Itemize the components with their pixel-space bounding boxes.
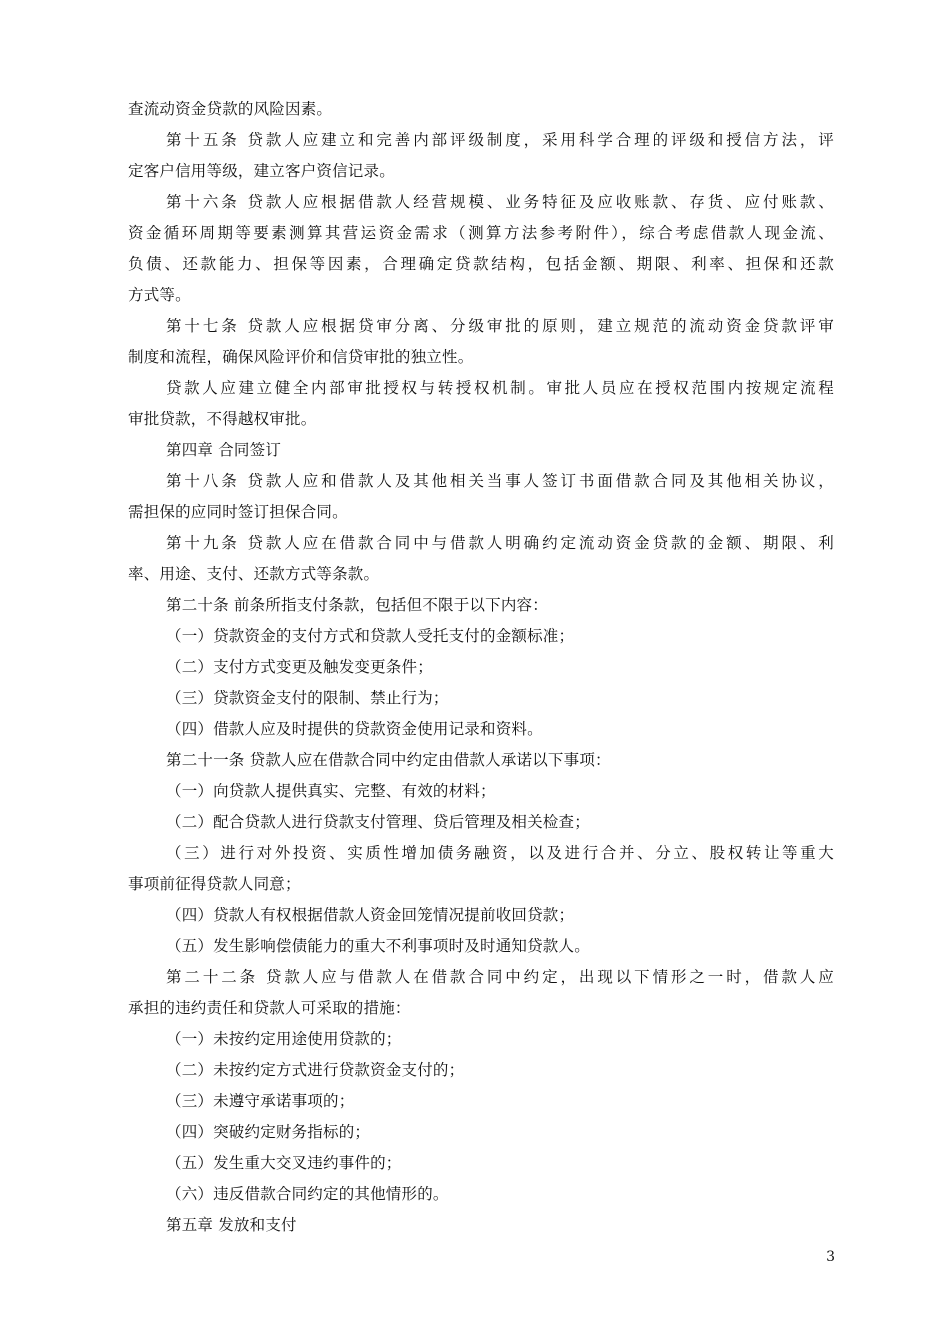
text-line: 事项前征得贷款人同意； <box>128 875 301 893</box>
article-16-text: 第十六条 贷款人应根据借款人经营规模、业务特征及应收账款、存货、应付账款、 <box>166 193 834 211</box>
article-19-text: 第十九条 贷款人应在借款合同中与借款人明确约定流动资金贷款的金额、期限、利 <box>166 534 834 552</box>
list-item: （一）未按约定用途使用贷款的； <box>166 1030 402 1048</box>
article-20-text: 第二十条 前条所指支付条款，包括但不限于以下内容： <box>166 596 548 614</box>
page-number: 3 <box>826 1249 835 1265</box>
text-line: 负债、还款能力、担保等因素，合理确定贷款结构，包括金额、期限、利率、担保和还款 <box>128 255 834 273</box>
paragraph-text: 贷款人应建立健全内部审批授权与转授权机制。审批人员应在授权范围内按规定流程 <box>166 379 834 397</box>
text-line: 方式等。 <box>128 286 191 304</box>
chapter-4-heading: 第四章 合同签订 <box>166 441 282 459</box>
list-item: （五）发生重大交叉违约事件的； <box>166 1154 402 1172</box>
document-body <box>128 94 834 1241</box>
list-item: （一）向贷款人提供真实、完整、有效的材料； <box>166 782 496 800</box>
text-line: 率、用途、支付、还款方式等条款。 <box>128 565 380 583</box>
article-17-text: 第十七条 贷款人应根据贷审分离、分级审批的原则，建立规范的流动资金贷款评审 <box>166 317 834 335</box>
list-item: （三）贷款资金支付的限制、禁止行为； <box>166 689 449 707</box>
text-line: 需担保的应同时签订担保合同。 <box>128 503 348 521</box>
list-item: （二）未按约定方式进行贷款资金支付的； <box>166 1061 465 1079</box>
article-22-text: 第二十二条 贷款人应与借款人在借款合同中约定，出现以下情形之一时，借款人应 <box>166 968 834 986</box>
article-18-text: 第十八条 贷款人应和借款人及其他相关当事人签订书面借款合同及其他相关协议， <box>166 472 834 490</box>
list-item: （二）配合贷款人进行贷款支付管理、贷后管理及相关检查； <box>166 813 590 831</box>
text-line: 定客户信用等级，建立客户资信记录。 <box>128 162 395 180</box>
list-item: （三）未遵守承诺事项的； <box>166 1092 355 1110</box>
chapter-5-heading: 第五章 发放和支付 <box>166 1216 297 1234</box>
list-item: （二）支付方式变更及触发变更条件； <box>166 658 433 676</box>
list-item: （四）借款人应及时提供的贷款资金使用记录和资料。 <box>166 720 543 738</box>
list-item: （三）进行对外投资、实质性增加债务融资，以及进行合并、分立、股权转让等重大 <box>166 844 834 862</box>
article-21-text: 第二十一条 贷款人应在借款合同中约定由借款人承诺以下事项： <box>166 751 611 769</box>
list-item: （一）贷款资金的支付方式和贷款人受托支付的金额标准； <box>166 627 575 645</box>
text-line: 审批贷款，不得越权审批。 <box>128 410 317 428</box>
list-item: （五）发生影响偿债能力的重大不利事项时及时通知贷款人。 <box>166 937 590 955</box>
text-line: 制度和流程，确保风险评价和信贷审批的独立性。 <box>128 348 474 366</box>
article-15-text: 第十五条 贷款人应建立和完善内部评级制度，采用科学合理的评级和授信方法，评 <box>166 131 834 149</box>
text-line: 承担的违约责任和贷款人可采取的措施： <box>128 999 411 1017</box>
list-item: （四）突破约定财务指标的； <box>166 1123 371 1141</box>
list-item: （四）贷款人有权根据借款人资金回笼情况提前收回贷款； <box>166 906 575 924</box>
text-line: 资金循环周期等要素测算其营运资金需求（测算方法参考附件），综合考虑借款人现金流、 <box>128 224 834 242</box>
text-line: 查流动资金贷款的风险因素。 <box>128 100 333 118</box>
list-item: （六）违反借款合同约定的其他情形的。 <box>166 1185 449 1203</box>
